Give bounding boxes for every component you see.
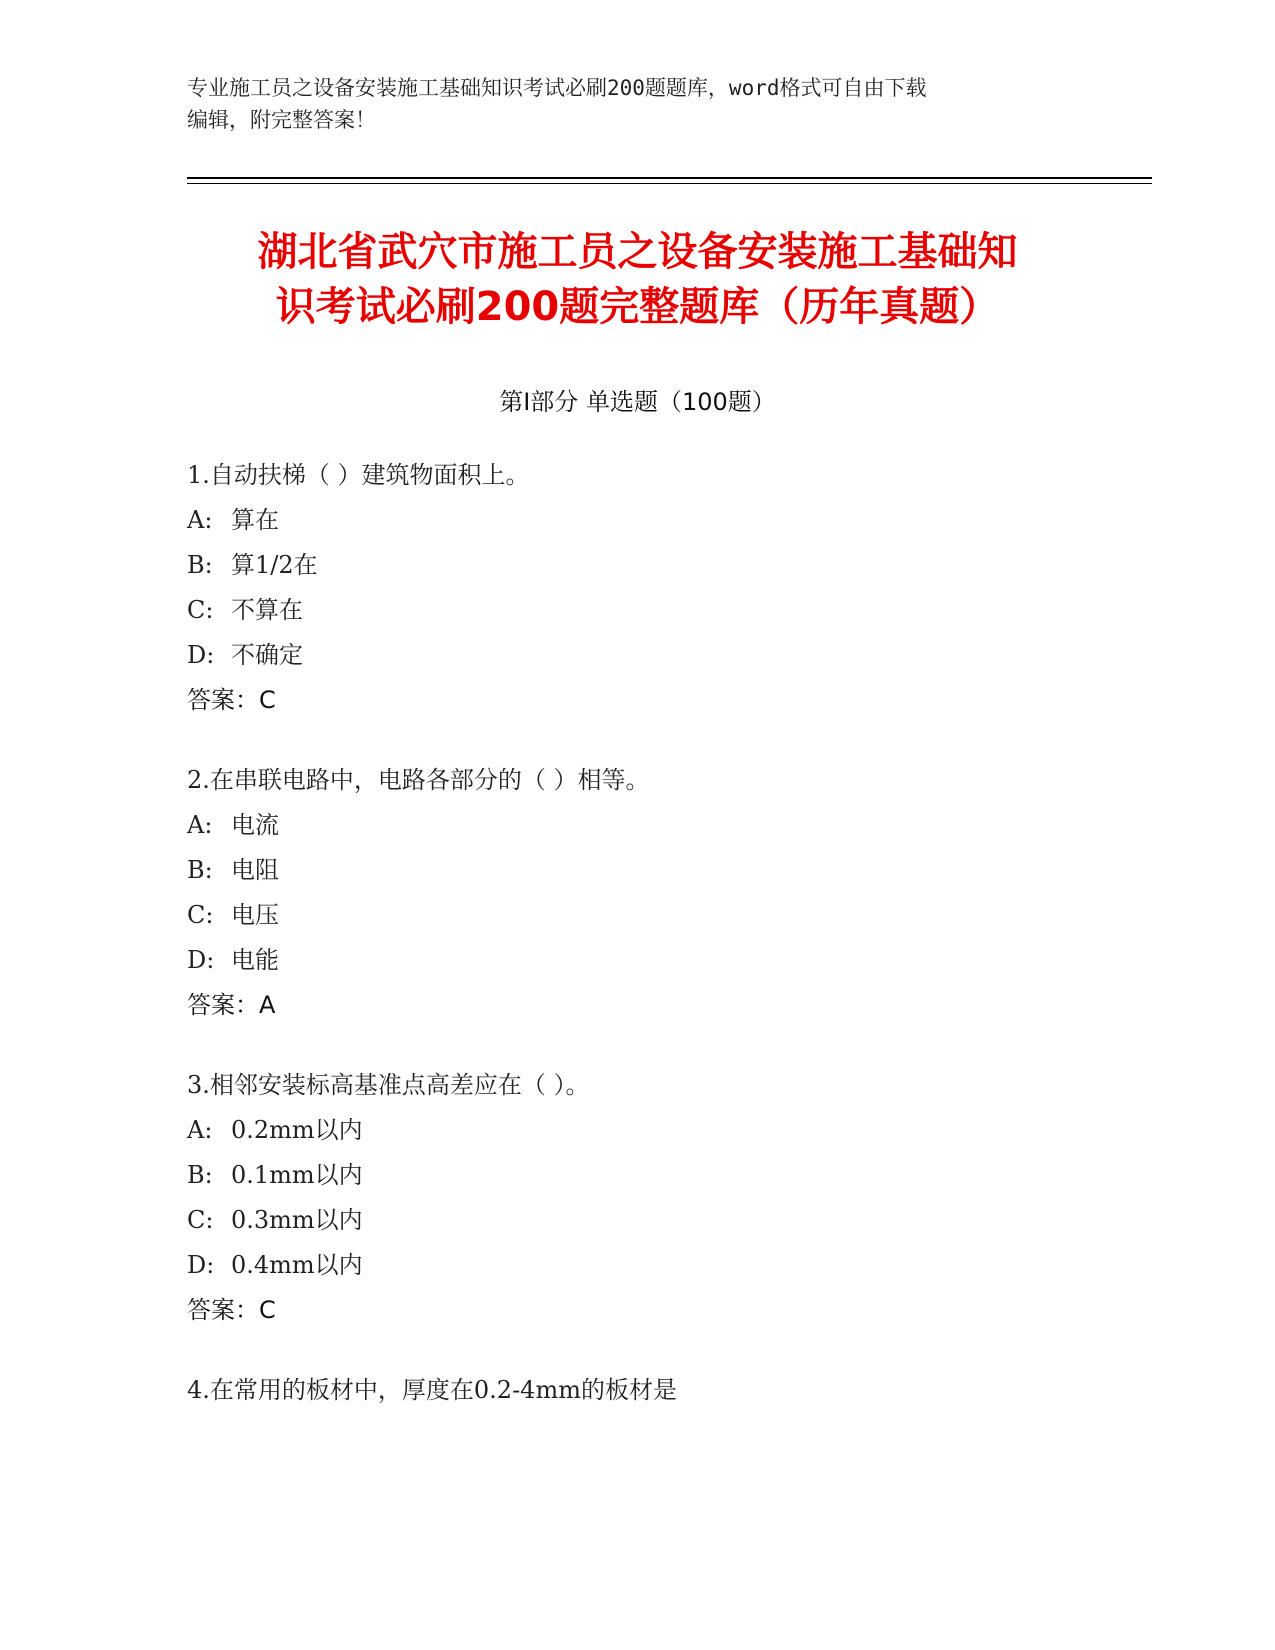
option-letter: D: (187, 946, 215, 974)
option-text: 0.2mm以内 (231, 1116, 363, 1144)
option-text: 电流 (231, 811, 279, 839)
option-letter: D: (187, 641, 215, 669)
option-text: 不算在 (231, 596, 303, 624)
option-letter: C: (187, 1206, 214, 1234)
option-c (187, 588, 530, 633)
option-b (187, 848, 650, 893)
question-3 (187, 1063, 590, 1333)
option-text: 0.4mm以内 (231, 1251, 363, 1279)
title-line-1: 湖北省武穴市施工员之设备安装施工基础知 (257, 229, 1018, 275)
option-letter: C: (187, 596, 214, 624)
question-text: 3.相邻安装标高基准点高差应在（ ）。 (187, 1071, 590, 1099)
option-text: 电能 (231, 946, 279, 974)
option-b (187, 1153, 590, 1198)
option-letter: B: (187, 1161, 213, 1189)
answer-line: 答案：A (187, 991, 276, 1019)
option-letter: A: (187, 506, 213, 534)
option-letter: A: (187, 1116, 213, 1144)
header-rule-thin (187, 183, 1152, 184)
question-2 (187, 758, 650, 1028)
option-b (187, 543, 530, 588)
option-a (187, 1108, 590, 1153)
option-letter: B: (187, 856, 213, 884)
question-1 (187, 453, 530, 723)
header-rule-thick (187, 177, 1152, 179)
option-text: 算1/2在 (231, 551, 318, 579)
option-a (187, 498, 530, 543)
header-note-line-2: 编辑，附完整答案！ (187, 108, 376, 132)
question-4 (187, 1368, 677, 1413)
option-d (187, 633, 530, 678)
question-text: 4.在常用的板材中，厚度在0.2-4mm的板材是 (187, 1376, 677, 1404)
option-text: 不确定 (231, 641, 303, 669)
header-note (187, 72, 1087, 136)
document-title (160, 225, 1115, 335)
option-c (187, 1198, 590, 1243)
section-heading: 第Ⅰ部分 单选题（100题） (499, 388, 776, 416)
option-d (187, 938, 650, 983)
option-text: 算在 (231, 506, 279, 534)
option-text: 电压 (231, 901, 279, 929)
question-text: 2.在串联电路中，电路各部分的（ ）相等。 (187, 766, 650, 794)
option-text: 0.3mm以内 (231, 1206, 363, 1234)
option-letter: D: (187, 1251, 215, 1279)
question-text: 1.自动扶梯（ ）建筑物面积上。 (187, 461, 530, 489)
option-text: 0.1mm以内 (231, 1161, 363, 1189)
option-letter: C: (187, 901, 214, 929)
option-c (187, 893, 650, 938)
answer-line: 答案：C (187, 1296, 276, 1324)
option-d (187, 1243, 590, 1288)
title-line-2: 识考试必刷200题完整题库（历年真题） (275, 284, 1000, 330)
option-letter: B: (187, 551, 213, 579)
option-text: 电阻 (231, 856, 279, 884)
answer-line: 答案：C (187, 686, 276, 714)
option-a (187, 803, 650, 848)
header-note-line-1: 专业施工员之设备安装施工基础知识考试必刷200题题库，word格式可自由下载 (187, 76, 927, 100)
option-letter: A: (187, 811, 213, 839)
